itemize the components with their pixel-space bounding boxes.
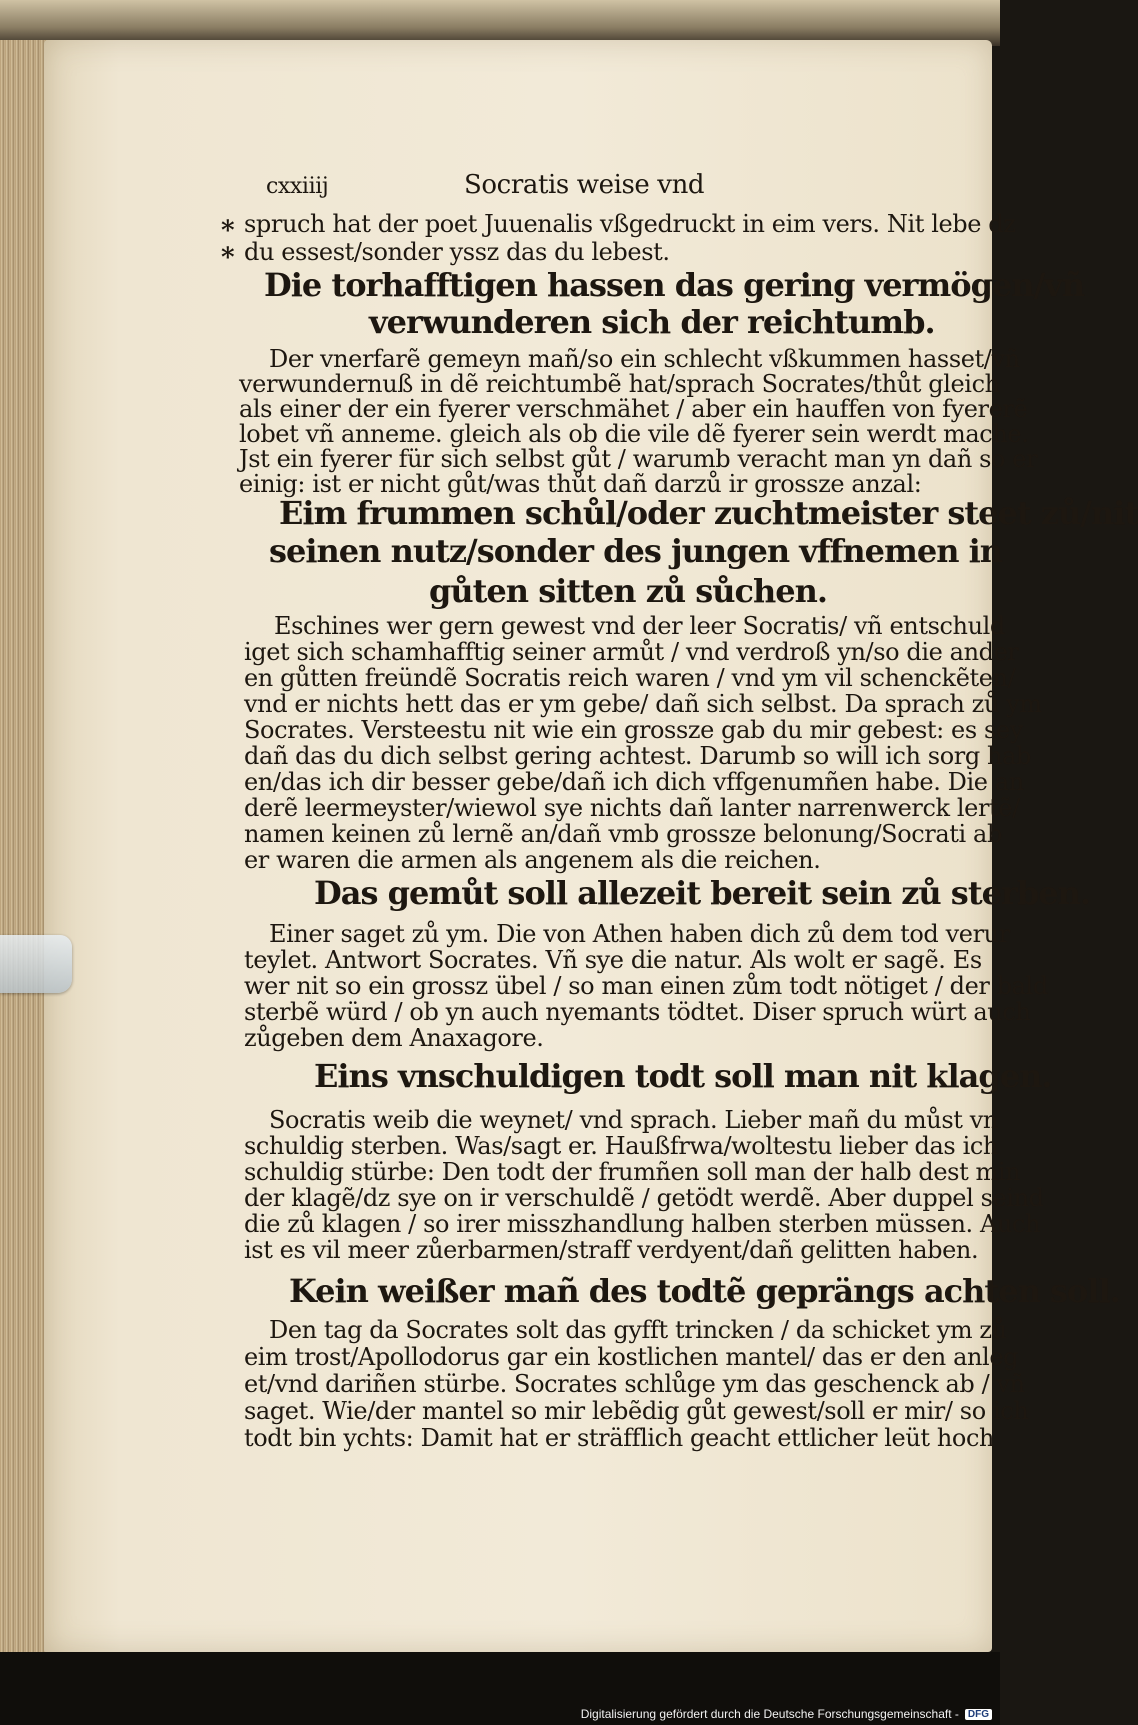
- text-line: vnd er nichts hett das er ym gebe/ dañ sich selbst. Da sprach zů ym: [244, 690, 1042, 718]
- section-heading: verwunderen sich der reichtumb.: [369, 303, 935, 341]
- text-line: Socrates. Versteestu nit wie ein grossze gab du mir gebest: es sey: [244, 716, 1023, 744]
- text-line: der klagẽ/dz sye on ir verschuldẽ / getödt werdẽ. Aber duppel seind: [244, 1184, 1044, 1212]
- section-heading: seinen nutz/sonder des jungen vffnemen in: [269, 532, 1003, 570]
- text-line: lobet vñ anneme. gleich als ob die vile dẽ fyerer sein werdt mache.: [239, 420, 1029, 448]
- section-heading: Die torhafftigen hassen das gering vermögen/vñ: [264, 266, 1085, 304]
- section-heading: Das gemůt soll allezeit bereit sein zů sterben.: [314, 874, 1090, 912]
- footer-credit: [581, 1707, 992, 1721]
- text-line: teylet. Antwort Socrates. Vñ sye die natur. Als wolt er sagẽ. Es: [244, 946, 982, 974]
- text-line: er waren die armen als angenem als die reichen.: [244, 846, 821, 874]
- text-line: Den tag da Socrates solt das gyfft trincken / da schicket ym zů: [269, 1316, 1007, 1344]
- text-line: et/vnd dariñen stürbe. Socrates schlůge ym das geschenck ab / vñ: [244, 1370, 1025, 1398]
- page-text: [44, 40, 1138, 1652]
- text-line: en/das ich dir besser gebe/dañ ich dich vffgenumñen habe. Die an: [244, 768, 1024, 796]
- text-line: Jst ein fyerer für sich selbst gůt / warumb veracht man yn dañ so er: [239, 445, 1038, 473]
- text-line: ist es vil meer zůerbarmen/straff verdyent/dañ gelitten haben.: [244, 1236, 979, 1264]
- text-line: Der vnerfarẽ gemeyn mañ/so ein schlecht vßkummen hasset/vñ: [269, 345, 1020, 373]
- text-line: schuldig stürbe: Den todt der frumñen soll man der halb dest min: [244, 1158, 1021, 1186]
- text-line: derẽ leermeyster/wiewol sye nichts dañ lanter narrenwerck lertẽ/: [244, 794, 1020, 822]
- book-page: [44, 40, 1138, 1652]
- margin-asterisk: *: [221, 243, 235, 273]
- section-heading: Eins vnschuldigen todt soll man nit klagen.: [314, 1057, 1052, 1095]
- text-line: namen keinen zů lernẽ an/dañ vmb grossze belonung/Socrati ab: [244, 820, 1002, 848]
- text-line: iget sich schamhafftig seiner armůt / vnd verdroß yn/so die ander: [244, 638, 1019, 666]
- footer-credit-text: Digitalisierung gefördert durch die Deutsche Forschungsgemeinschaft -: [580, 1707, 959, 1721]
- text-line: eim trost/Apollodorus gar ein kostlichen mantel/ das er den anleg: [244, 1343, 1019, 1371]
- text-line: sterbẽ würd / ob yn auch nyemants tödtet. Diser spruch würt auch: [244, 998, 1031, 1026]
- section-heading: Kein weißer mañ des todtẽ geprängs achten soll.: [289, 1272, 1120, 1310]
- text-line: saget. Wie/der mantel so mir lebẽdig gůt gewest/soll er mir/ so ich: [244, 1397, 1029, 1425]
- text-line: Socratis weib die weynet/ vnd sprach. Lieber mañ du můst vn: [269, 1106, 998, 1134]
- running-title: Socratis weise vnd: [464, 170, 705, 200]
- text-line: schuldig sterben. Was/sagt er. Haußfrwa/woltestu lieber das ich: [244, 1132, 998, 1160]
- section-heading: gůten sitten zů sůchen.: [429, 572, 828, 610]
- text-line: dañ das du dich selbst gering achtest. Darumb so will ich sorg hab: [244, 742, 1031, 770]
- text-line: Einer saget zů ym. Die von Athen haben dich zů dem tod verur: [269, 920, 1010, 948]
- text-line: Eschines wer gern gewest vnd der leer Socratis/ vñ entschuld: [274, 612, 1005, 640]
- text-line: als einer der ein fyerer verschmähet / aber ein hauffen von fyererẽ: [239, 395, 1028, 423]
- text-line: die zů klagen / so irer misszhandlung halben sterben müssen. Auch: [244, 1210, 1041, 1238]
- text-line: todt bin ychts: Damit hat er sträfflich geacht ettlicher leüt hoch: [244, 1424, 995, 1452]
- page-clip: [0, 935, 72, 993]
- text-line: einig: ist er nicht gůt/was thůt dañ darzů ir grossze anzal:: [239, 470, 922, 498]
- text-line: wer nit so ein grossz übel / so man einen zům todt nötiget / der bald: [244, 972, 1048, 1000]
- text-line: spruch hat der poet Juuenalis vßgedruckt in eim vers. Nit lebe dz: [244, 210, 1016, 238]
- text-line: zůgeben dem Anaxagore.: [244, 1024, 544, 1052]
- text-line: en gůtten freündẽ Socratis reich waren / vnd ym vil schenckẽten/: [244, 664, 1016, 692]
- bottom-strip: [0, 1652, 1000, 1725]
- text-line: verwundernuß in dẽ reichtumbẽ hat/sprach Socrates/thůt gleich: [239, 370, 1000, 398]
- text-line: du essest/sonder yssz das du lebest.: [244, 238, 670, 266]
- folio-number: cxxiiij: [266, 174, 329, 199]
- dfg-logo: DFG: [965, 1709, 992, 1720]
- margin-asterisk: *: [221, 216, 235, 246]
- section-heading: Eim frummen schůl/oder zuchtmeister steet zů/nit: [279, 494, 1138, 532]
